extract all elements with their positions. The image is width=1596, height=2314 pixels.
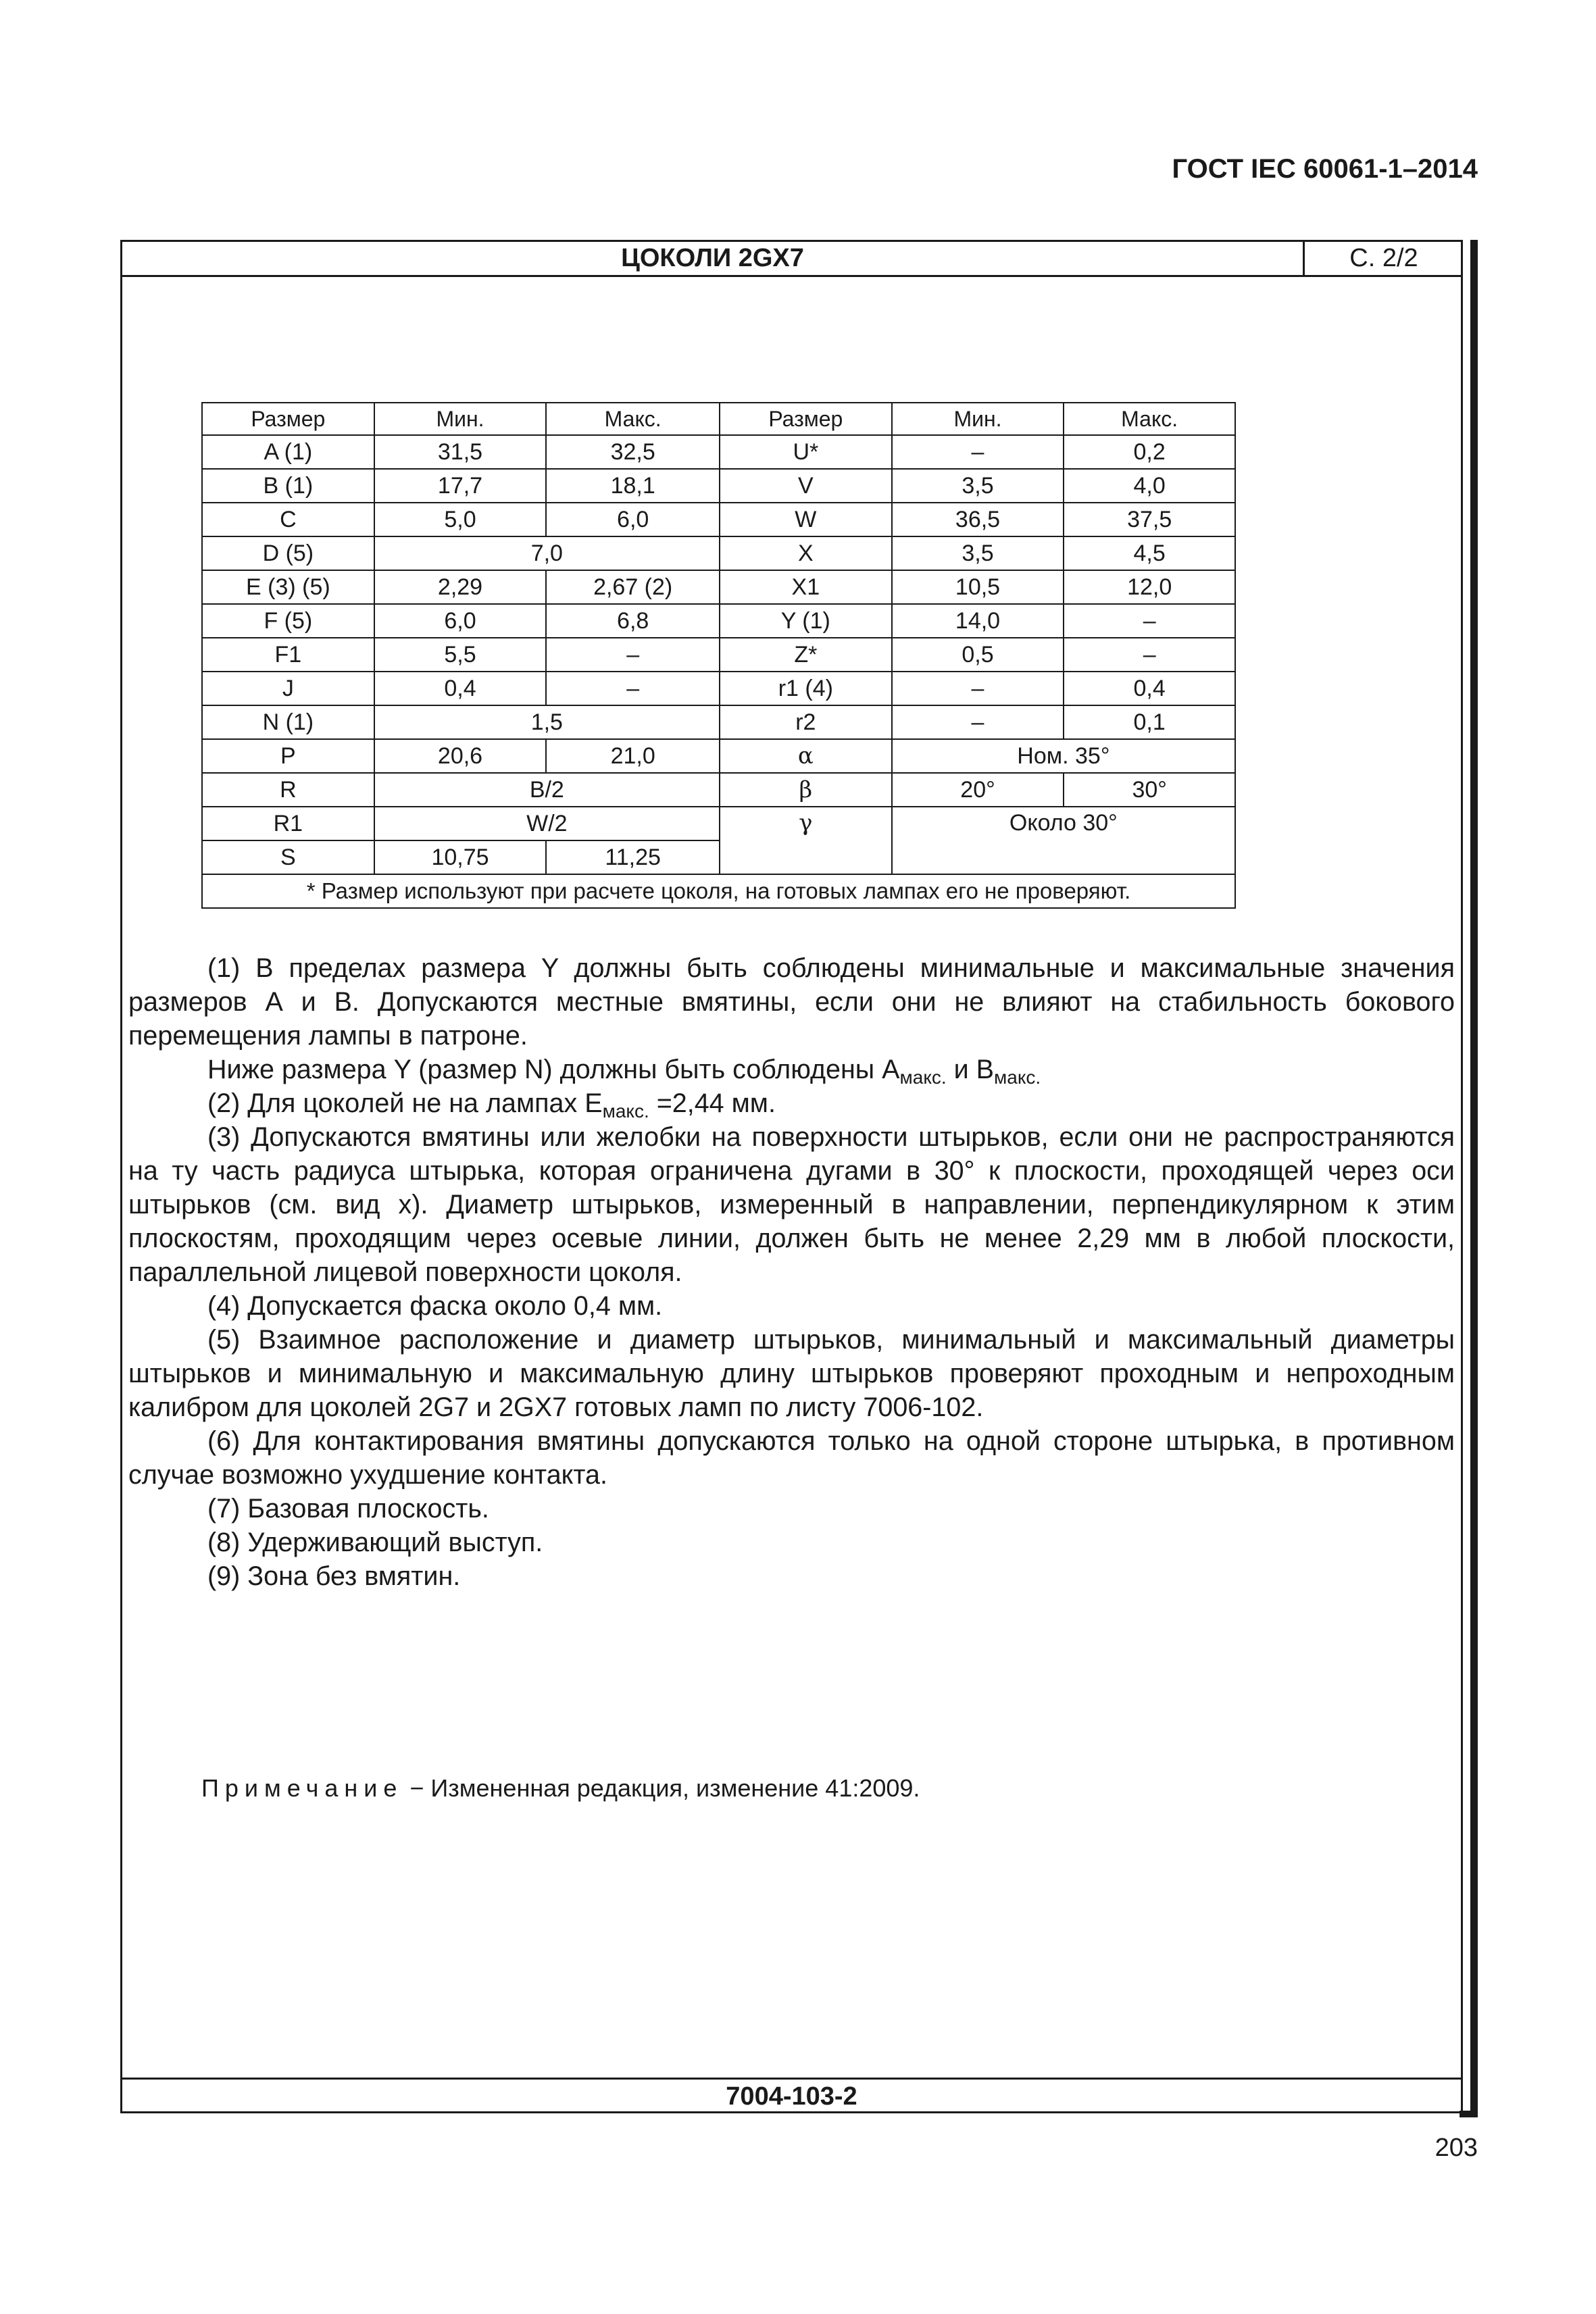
table-cell: 18,1 xyxy=(546,469,720,503)
note-4: (4) Допускается фаска около 0,4 мм. xyxy=(207,1291,663,1321)
table-cell-merged: 1,5 xyxy=(374,705,720,739)
table-cell: 37,5 xyxy=(1064,503,1235,536)
dimensions-table xyxy=(201,402,1236,909)
table-header-cell: Макс. xyxy=(546,403,720,435)
table-cell: 4,0 xyxy=(1064,469,1235,503)
note-7: (7) Базовая плоскость. xyxy=(207,1494,489,1524)
standard-designation: ГОСТ IEC 60061-1–2014 xyxy=(1172,154,1478,184)
table-cell: 20° xyxy=(892,773,1064,807)
table-cell: 0,5 xyxy=(892,638,1064,672)
table-cell: Y (1) xyxy=(720,604,892,638)
table-row xyxy=(202,638,1235,672)
table-header-cell: Мин. xyxy=(892,403,1064,435)
table-cell: U* xyxy=(720,435,892,469)
note-9: (9) Зона без вмятин. xyxy=(207,1561,461,1591)
table-cell: F (5) xyxy=(202,604,374,638)
table-row xyxy=(202,536,1235,570)
table-cell: 4,5 xyxy=(1064,536,1235,570)
table-cell: 21,0 xyxy=(546,739,720,773)
table-cell: 12,0 xyxy=(1064,570,1235,604)
table-header-row xyxy=(202,403,1235,435)
remark xyxy=(201,1774,920,1803)
table-cell: 5,5 xyxy=(374,638,547,672)
table-cell: – xyxy=(1064,604,1235,638)
note-5: (5) Взаимное расположение и диаметр штырьков, минимальный и максимальный диаметры штырьков и минимальную и максимальную длину штырьков проверяют проходным и непроходным калибром для цоколей 2G7 и 2GX7 готовых ламп по листу 7006-102. xyxy=(128,1325,1455,1422)
table-cell: P xyxy=(202,739,374,773)
table-row xyxy=(202,672,1235,705)
table-row xyxy=(202,435,1235,469)
note-1: (1) В пределах размера Y должны быть соблюдены минимальные и максимальные значения размеров А и В. Допускаются местные вмятины, если они не влияют на стабильность бокового перемещения лампы в патроне. xyxy=(128,953,1455,1051)
table-cell: 36,5 xyxy=(892,503,1064,536)
note-6: (6) Для контактирования вмятины допускаются только на одной стороне штырька, в противном случае возможно ухудшение контакта. xyxy=(128,1426,1455,1490)
page-number: 203 xyxy=(1435,2134,1478,2162)
table-cell: W xyxy=(720,503,892,536)
table-header-cell: Макс. xyxy=(1064,403,1235,435)
table-footnote-row xyxy=(202,874,1235,908)
table-cell: V xyxy=(720,469,892,503)
table-row xyxy=(202,739,1235,773)
table-cell-greek: γ xyxy=(720,807,892,874)
table-cell: S xyxy=(202,840,374,874)
table-cell: 5,0 xyxy=(374,503,547,536)
table-cell: 14,0 xyxy=(892,604,1064,638)
table-cell: A (1) xyxy=(202,435,374,469)
table-cell: r2 xyxy=(720,705,892,739)
table-cell: 31,5 xyxy=(374,435,547,469)
table-cell: – xyxy=(892,435,1064,469)
table-cell-greek: β xyxy=(720,773,892,807)
table-cell: 30° xyxy=(1064,773,1235,807)
table-cell: 6,0 xyxy=(374,604,547,638)
table-cell: 3,5 xyxy=(892,536,1064,570)
note-3: (3) Допускаются вмятины или желобки на поверхности штырьков, если они не распространяются на ту часть радиуса штырька, которая ограничена дугами в 30° к плоскости, проходящей через оси штырьков (см. вид х). Диаметр штырьков, измеренный в направлении, перпендикулярном к этим плоскостям, проходящим через осевые линии, должен быть не менее 2,29 мм в любой плоскости, параллельной лицевой поверхности цоколя. xyxy=(128,1122,1455,1287)
sheet-footer-row xyxy=(122,2078,1461,2113)
table-cell: Z* xyxy=(720,638,892,672)
table-cell: 0,4 xyxy=(1064,672,1235,705)
table-cell: 20,6 xyxy=(374,739,547,773)
table-cell: 17,7 xyxy=(374,469,547,503)
table-cell: 0,1 xyxy=(1064,705,1235,739)
sheet-code: 7004-103-2 xyxy=(726,2082,857,2111)
table-cell: R1 xyxy=(202,807,374,840)
table-cell-greek: α xyxy=(720,739,892,773)
remark-text: − Измененная редакция, изменение 41:2009. xyxy=(403,1774,920,1802)
table-cell-merged: Около 30° xyxy=(892,807,1235,874)
table-cell: – xyxy=(546,638,720,672)
table-cell: X xyxy=(720,536,892,570)
table-cell: 2,29 xyxy=(374,570,547,604)
table-cell: – xyxy=(546,672,720,705)
table-row xyxy=(202,570,1235,604)
table-cell: 0,2 xyxy=(1064,435,1235,469)
frame-shadow xyxy=(1470,240,1478,2117)
notes-section xyxy=(128,951,1455,1593)
table-row xyxy=(202,503,1235,536)
table-footnote: * Размер используют при расчете цоколя, на готовых лампах его не проверяют. xyxy=(202,874,1235,908)
table-cell: – xyxy=(892,705,1064,739)
table-cell: 11,25 xyxy=(546,840,720,874)
sheet-page-indicator: С. 2/2 xyxy=(1303,242,1463,275)
table-row xyxy=(202,604,1235,638)
table-cell: 10,5 xyxy=(892,570,1064,604)
table-cell: 6,8 xyxy=(546,604,720,638)
table-cell: 3,5 xyxy=(892,469,1064,503)
table-cell-merged: Ном. 35° xyxy=(892,739,1235,773)
table-cell: B (1) xyxy=(202,469,374,503)
table-header-cell: Мин. xyxy=(374,403,547,435)
table-cell: 2,67 (2) xyxy=(546,570,720,604)
table-cell: J xyxy=(202,672,374,705)
table-cell: C xyxy=(202,503,374,536)
table-cell: D (5) xyxy=(202,536,374,570)
table-cell: – xyxy=(892,672,1064,705)
table-row xyxy=(202,705,1235,739)
sheet-title: ЦОКОЛИ 2GX7 xyxy=(621,244,804,272)
table-header-cell: Размер xyxy=(720,403,892,435)
table-cell: 10,75 xyxy=(374,840,547,874)
table-header-cell: Размер xyxy=(202,403,374,435)
table-cell: 6,0 xyxy=(546,503,720,536)
note-1-continued: Ниже размера Y (размер N) должны быть соблюдены $A_{макс.}$ и $B_{макс.}$ xyxy=(207,1055,1041,1088)
table-cell: X1 xyxy=(720,570,892,604)
table-cell: R xyxy=(202,773,374,807)
table-row xyxy=(202,469,1235,503)
table-row xyxy=(202,773,1235,807)
table-cell: N (1) xyxy=(202,705,374,739)
table-cell: 0,4 xyxy=(374,672,547,705)
sheet-frame xyxy=(120,240,1463,2113)
note-2: (2) Для цоколей не на лампах $E_{макс.} =2,44$ мм. xyxy=(207,1088,776,1122)
table-cell: r1 (4) xyxy=(720,672,892,705)
table-cell: F1 xyxy=(202,638,374,672)
note-8: (8) Удерживающий выступ. xyxy=(207,1528,543,1557)
table-cell-merged: B/2 xyxy=(374,773,720,807)
remark-label: Примечание xyxy=(201,1774,403,1802)
sheet-title-row xyxy=(122,242,1461,277)
table-cell: – xyxy=(1064,638,1235,672)
table-cell: E (3) (5) xyxy=(202,570,374,604)
table-cell-merged: W/2 xyxy=(374,807,720,840)
table-cell: 32,5 xyxy=(546,435,720,469)
table-cell-merged: 7,0 xyxy=(374,536,720,570)
table-row xyxy=(202,807,1235,840)
